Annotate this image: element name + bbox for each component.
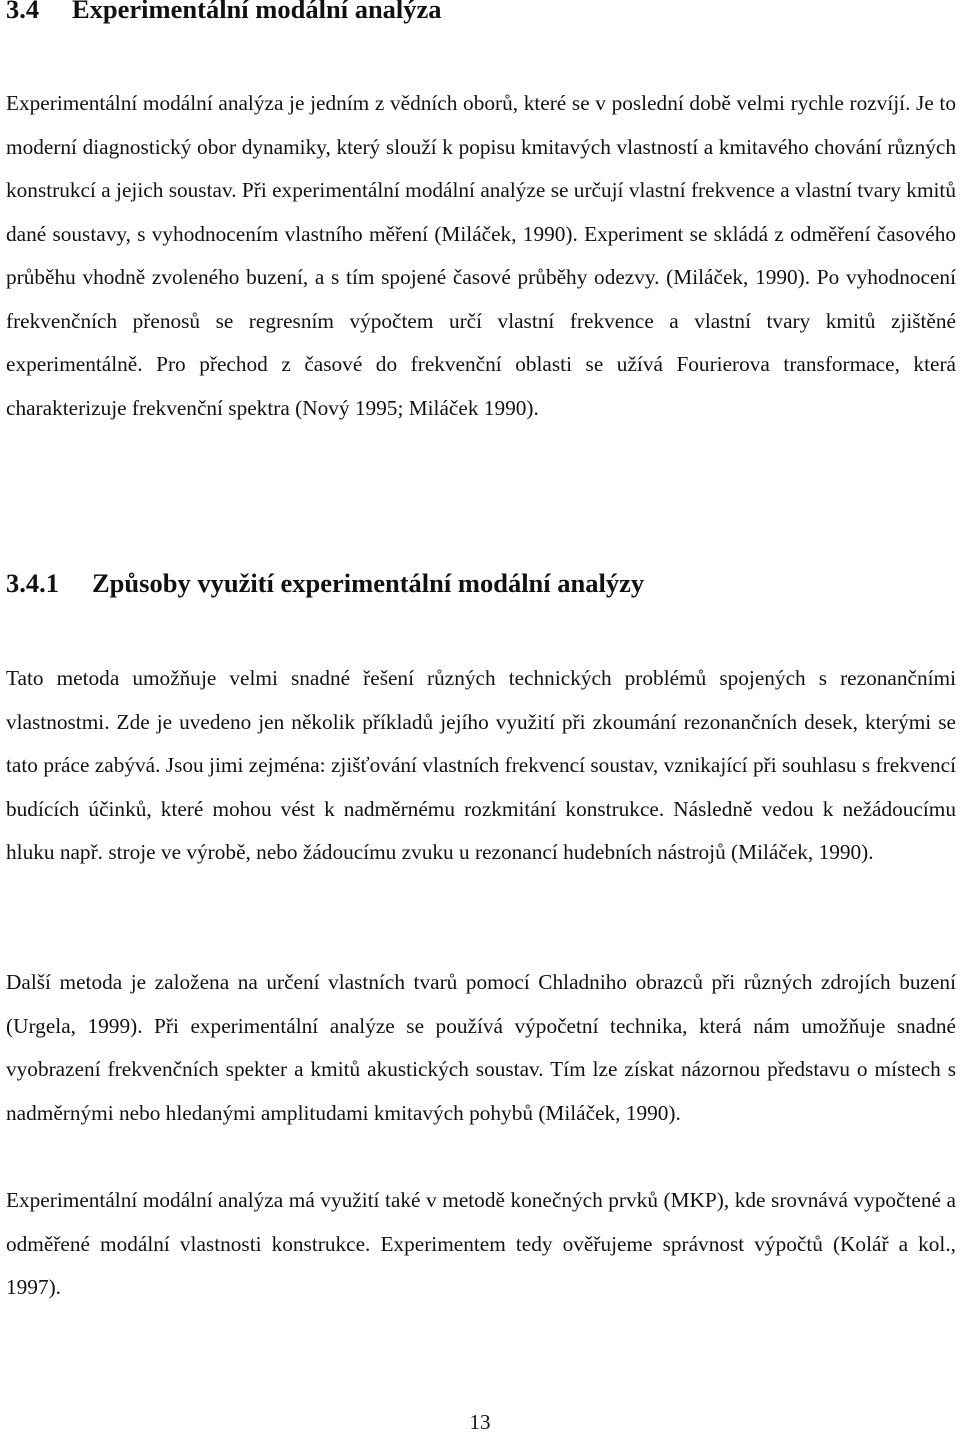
paragraph-uses: Tato metoda umožňuje velmi snadné řešení různých technických problémů spojených s rezonančními vlastnostmi. Zde je uvedeno jen několik příkladů jejího využití při zkoumání rezonančních desek, kterými se tato práce zabývá. Jsou jimi zejména: zjišťování vlastních frekvencí soustav, vznikající při souhlasu s frekvencí budících účinků, které mohou vést k nadměrnému rozkmitání konstrukce. Následně vedou k nežádoucímu hluku např. stroje ve výrobě, nebo žádoucímu zvuku u rezonancí hudebních nástrojů (Miláček, 1990). <box>6 666 956 864</box>
page-number: 13 <box>469 1410 491 1434</box>
section-number: 3.4 <box>6 0 40 24</box>
paragraph-mkp: Experimentální modální analýza má využití také v metodě konečných prvků (MKP), kde srovnává vypočtené a odměřené modální vlastnosti konstrukce. Experimentem tedy ověřujeme správnost výpočtů (Kolář a kol., 1997). <box>6 1188 956 1299</box>
paragraph-intro: Experimentální modální analýza je jedním z vědních oborů, které se v poslední době velmi rychle rozvíjí. Je to moderní diagnostický obor dynamiky, který slouží k popisu kmitavých vlastností a kmitavého chování různých konstrukcí a jejich soustav. Při experimentální modální analýze se určují vlastní frekvence a vlastní tvary kmitů dané soustavy, s vyhodnocením vlastního měření (Miláček, 1990). Experiment se skládá z odměření časového průběhu vhodně zvoleného buzení, a s tím spojené časové průběhy odezvy. (Miláček, 1990). Po vyhodnocení frekvenčních přenosů se regresním výpočtem určí vlastní frekvence a vlastní tvary kmitů zjištěné experimentálně. Pro přechod z časové do frekvenční oblasti se užívá Fourierova transformace, která charakterizuje frekvenční spektra (Nový 1995; Miláček 1990). <box>6 91 956 420</box>
subsection-number: 3.4.1 <box>6 568 59 598</box>
subsection-heading <box>6 568 644 599</box>
paragraph-chladni: Další metoda je založena na určení vlastních tvarů pomocí Chladniho obrazců při různých zdrojích buzení (Urgela, 1999). Při experimentální analýze se používá výpočetní technika, která nám umožňuje snadné vyobrazení frekvenčních spekter a kmitů akustických soustav. Tím lze získat názornou představu o místech s nadměrnými nebo hledanými amplitudami kmitavých pohybů (Miláček, 1990). <box>6 970 956 1125</box>
subsection-title: Způsoby využití experimentální modální analýzy <box>92 568 645 598</box>
section-heading <box>6 0 442 25</box>
section-title: Experimentální modální analýza <box>72 0 442 24</box>
